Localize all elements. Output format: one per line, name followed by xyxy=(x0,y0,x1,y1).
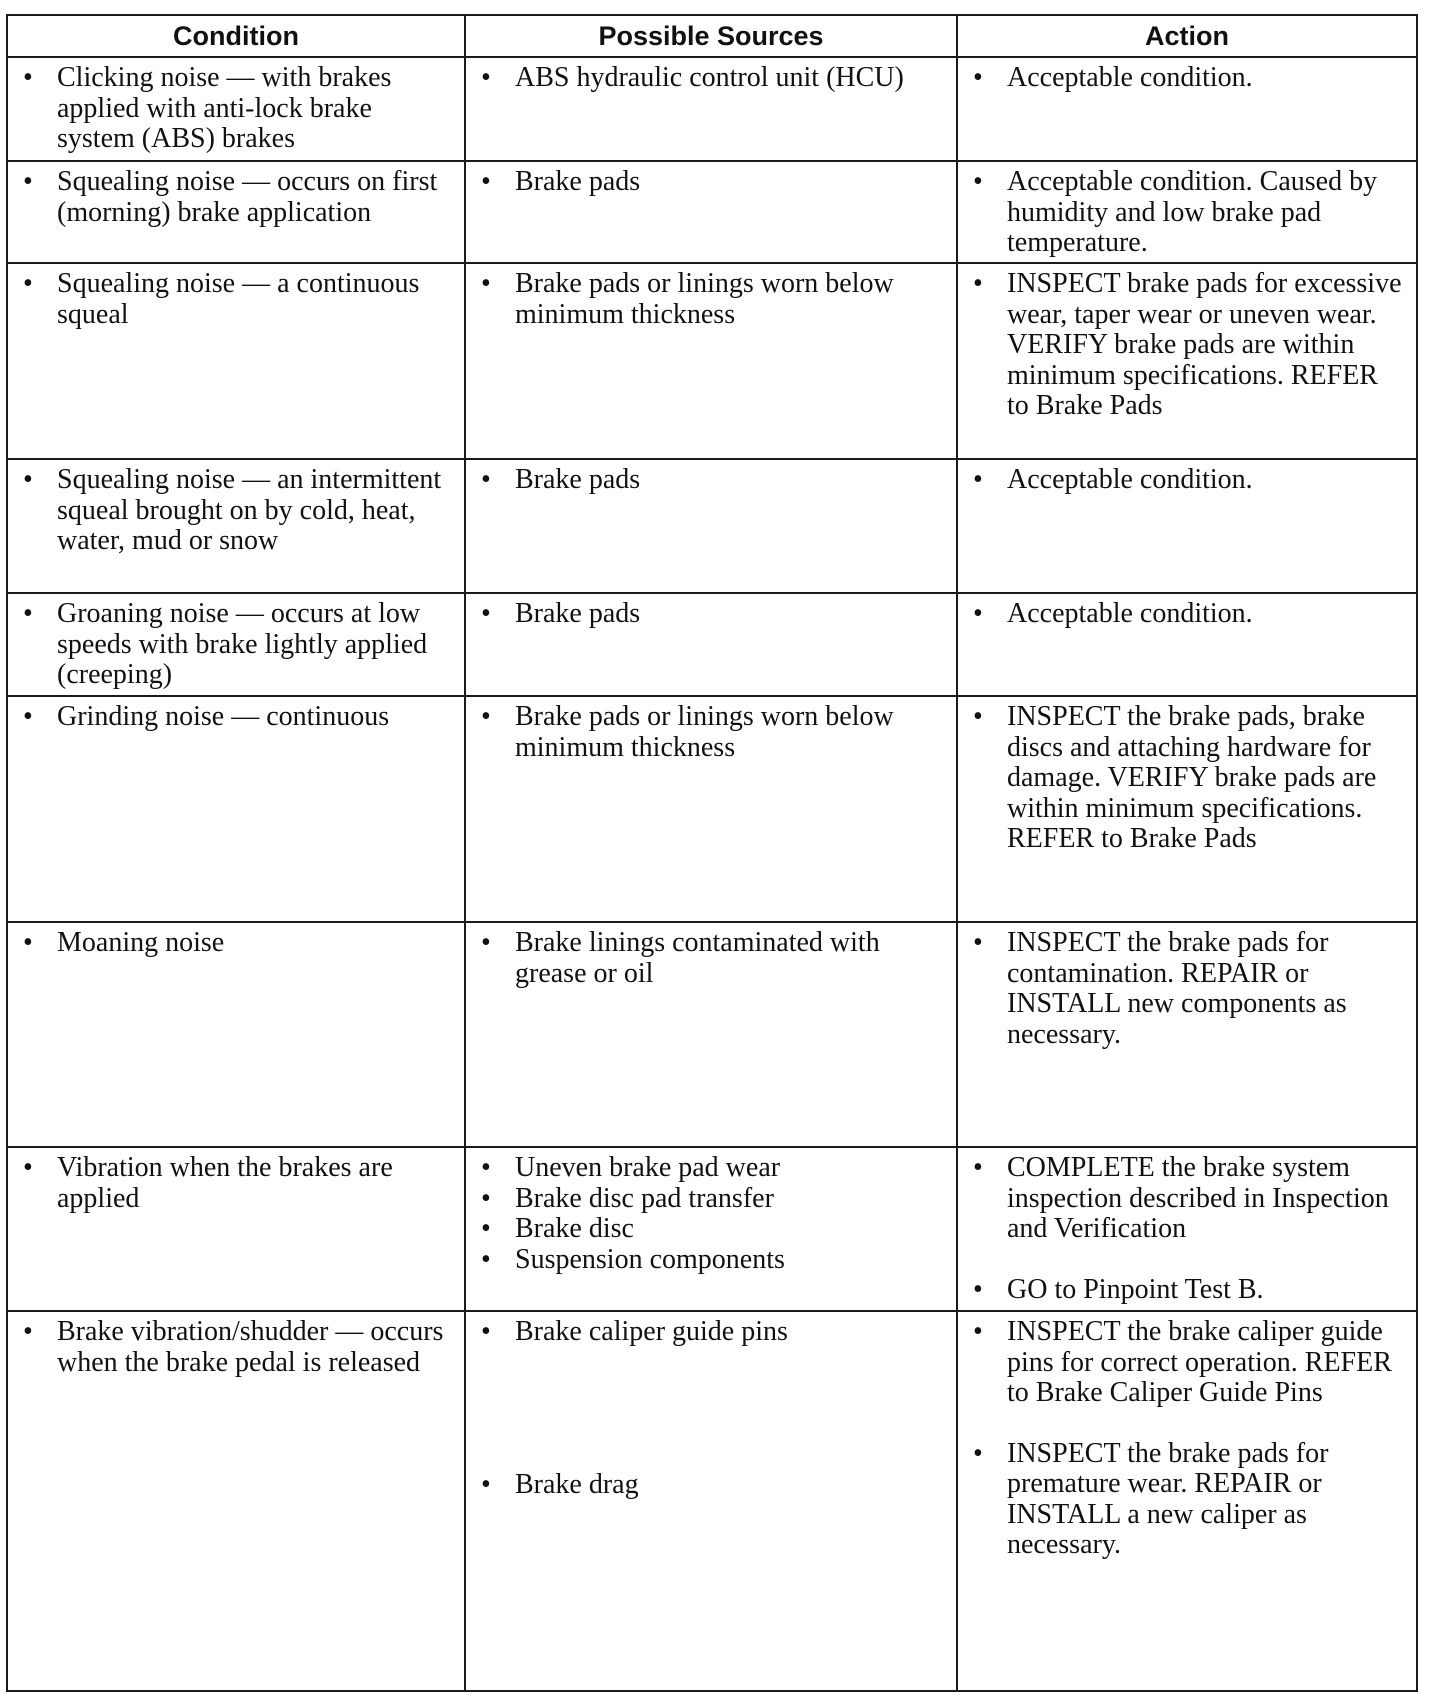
bullet-item xyxy=(970,1439,1404,1561)
condition-text: Squealing noise — a continuous squeal xyxy=(57,268,420,330)
header-condition: Condition xyxy=(7,15,465,57)
bullet-icon: • xyxy=(23,1152,33,1183)
bullet-item xyxy=(478,599,944,630)
bullet-icon: • xyxy=(23,701,33,732)
bullet-item xyxy=(20,1153,452,1214)
bullet-icon: • xyxy=(481,166,491,197)
action-cell xyxy=(957,1147,1417,1311)
bullet-item xyxy=(970,1317,1404,1409)
bullet-icon: • xyxy=(481,1316,491,1347)
bullet-item xyxy=(20,167,452,228)
bullet-icon: • xyxy=(973,464,983,495)
bullet-item xyxy=(970,465,1404,496)
condition-text: Grinding noise — continuous xyxy=(57,701,390,732)
source-text: Brake caliper guide pins xyxy=(515,1316,788,1347)
diagnosis-table xyxy=(6,14,1418,1692)
bullet-icon: • xyxy=(481,1182,491,1214)
action-text: COMPLETE the brake system inspection described in Inspection and Verification xyxy=(1007,1152,1389,1244)
action-cell xyxy=(957,696,1417,922)
bullet-icon: • xyxy=(973,1437,983,1469)
bullet-icon: • xyxy=(481,62,491,93)
source-text: Brake disc xyxy=(515,1213,634,1244)
bullet-icon: • xyxy=(973,166,983,197)
bullet-icon: • xyxy=(23,464,33,495)
sources-cell xyxy=(465,696,957,922)
bullet-icon: • xyxy=(481,1152,491,1183)
bullet-icon: • xyxy=(23,268,33,299)
bullet-item xyxy=(970,928,1404,1050)
action-text: GO to Pinpoint Test B. xyxy=(1007,1273,1264,1305)
bullet-icon: • xyxy=(481,464,491,495)
bullet-icon: • xyxy=(23,598,33,629)
source-text: ABS hydraulic control unit (HCU) xyxy=(515,62,904,93)
condition-text: Squealing noise — occurs on first (morning) brake application xyxy=(57,166,438,228)
action-text: Acceptable condition. xyxy=(1007,598,1253,629)
table-row xyxy=(7,696,1417,922)
bullet-item xyxy=(970,63,1404,94)
bullet-item xyxy=(478,1214,944,1245)
sources-cell xyxy=(465,57,957,161)
action-cell xyxy=(957,922,1417,1147)
bullet-item xyxy=(20,269,452,330)
condition-text: Moaning noise xyxy=(57,927,225,958)
bullet-item xyxy=(478,928,944,989)
condition-cell xyxy=(7,696,465,922)
action-cell xyxy=(957,57,1417,161)
bullet-item xyxy=(20,63,452,155)
bullet-item xyxy=(478,1153,944,1184)
bullet-item xyxy=(970,167,1404,259)
bullet-icon: • xyxy=(973,1273,983,1305)
action-text: INSPECT the brake pads for premature wear. REPAIR or INSTALL a new caliper as necessary. xyxy=(1007,1437,1329,1560)
header-row xyxy=(7,15,1417,57)
header-possible-sources: Possible Sources xyxy=(465,15,957,57)
bullet-item xyxy=(20,702,452,733)
action-text: INSPECT the brake pads for contamination. REPAIR or INSTALL new components as necessary. xyxy=(1007,927,1347,1050)
source-text: Brake pads xyxy=(515,166,641,197)
bullet-item xyxy=(20,928,452,959)
source-text: Brake pads or linings worn below minimum thickness xyxy=(515,701,894,763)
condition-text: Clicking noise — with brakes applied with anti-lock brake system (ABS) brakes xyxy=(57,62,392,154)
condition-text: Squealing noise — an intermittent squeal brought on by cold, heat, water, mud or snow xyxy=(57,464,442,556)
action-text: INSPECT the brake caliper guide pins for correct operation. REFER to Brake Caliper Guide Pins xyxy=(1007,1316,1392,1408)
sources-cell xyxy=(465,1311,957,1691)
bullet-item xyxy=(970,1275,1404,1306)
table-row xyxy=(7,459,1417,593)
table-row xyxy=(7,263,1417,459)
action-cell xyxy=(957,459,1417,593)
condition-text: Brake vibration/shudder — occurs when the brake pedal is released xyxy=(57,1316,444,1378)
action-cell xyxy=(957,263,1417,459)
bullet-icon: • xyxy=(23,166,33,197)
bullet-item xyxy=(970,269,1404,422)
bullet-icon: • xyxy=(481,598,491,629)
bullet-icon: • xyxy=(973,701,983,732)
action-text: Acceptable condition. xyxy=(1007,464,1253,495)
bullet-icon: • xyxy=(23,62,33,93)
source-text: Brake pads or linings worn below minimum thickness xyxy=(515,268,894,330)
action-text: Acceptable condition. Caused by humidity and low brake pad temperature. xyxy=(1007,166,1378,258)
sources-cell xyxy=(465,593,957,696)
condition-cell xyxy=(7,593,465,696)
condition-text: Groaning noise — occurs at low speeds with brake lightly applied (creeping) xyxy=(57,598,428,690)
condition-cell xyxy=(7,1311,465,1691)
table-row xyxy=(7,161,1417,263)
bullet-item xyxy=(20,599,452,691)
condition-cell xyxy=(7,57,465,161)
action-cell xyxy=(957,593,1417,696)
condition-cell xyxy=(7,459,465,593)
bullet-icon: • xyxy=(481,701,491,732)
bullet-item xyxy=(478,167,944,198)
bullet-icon: • xyxy=(23,927,33,958)
bullet-item xyxy=(478,63,944,94)
header-action: Action xyxy=(957,15,1417,57)
bullet-item xyxy=(478,269,944,330)
bullet-item xyxy=(478,465,944,496)
bullet-item xyxy=(478,1470,944,1501)
bullet-item xyxy=(478,1245,944,1276)
bullet-item xyxy=(970,702,1404,855)
table-row xyxy=(7,593,1417,696)
table-row xyxy=(7,57,1417,161)
action-text: Acceptable condition. xyxy=(1007,62,1253,93)
source-text: Brake linings contaminated with grease or oil xyxy=(515,927,880,989)
bullet-icon: • xyxy=(973,268,983,299)
action-text: INSPECT the brake pads, brake discs and attaching hardware for damage. VERIFY brake pads are within minimum specifications. REFER to Brake Pads xyxy=(1007,701,1377,854)
bullet-icon: • xyxy=(481,927,491,958)
bullet-icon: • xyxy=(973,927,983,958)
bullet-item xyxy=(478,1184,944,1215)
bullet-icon: • xyxy=(23,1316,33,1347)
bullet-icon: • xyxy=(481,1468,491,1500)
bullet-item xyxy=(20,465,452,557)
sources-cell xyxy=(465,161,957,263)
condition-cell xyxy=(7,1147,465,1311)
action-cell xyxy=(957,1311,1417,1691)
condition-cell xyxy=(7,161,465,263)
condition-text: Vibration when the brakes are applied xyxy=(57,1152,393,1214)
sources-cell xyxy=(465,459,957,593)
source-text: Brake pads xyxy=(515,464,641,495)
source-text: Brake drag xyxy=(515,1468,639,1500)
source-text: Brake disc pad transfer xyxy=(515,1182,774,1214)
bullet-item xyxy=(970,1153,1404,1245)
bullet-icon: • xyxy=(481,268,491,299)
condition-cell xyxy=(7,263,465,459)
action-cell xyxy=(957,161,1417,263)
bullet-icon: • xyxy=(973,1152,983,1183)
bullet-item xyxy=(970,599,1404,630)
table-row xyxy=(7,1147,1417,1311)
sources-cell xyxy=(465,1147,957,1311)
bullet-icon: • xyxy=(973,1316,983,1347)
source-text: Suspension components xyxy=(515,1243,785,1275)
action-text: INSPECT brake pads for excessive wear, taper wear or uneven wear. VERIFY brake pads are within minimum specifications. REFER to Brake Pads xyxy=(1007,268,1402,421)
condition-cell xyxy=(7,922,465,1147)
bullet-icon: • xyxy=(481,1243,491,1275)
table-row xyxy=(7,1311,1417,1691)
source-text: Brake pads xyxy=(515,598,641,629)
sources-cell xyxy=(465,922,957,1147)
bullet-item xyxy=(20,1317,452,1378)
bullet-item xyxy=(478,702,944,763)
table-row xyxy=(7,922,1417,1147)
bullet-icon: • xyxy=(973,598,983,629)
source-text: Uneven brake pad wear xyxy=(515,1152,781,1183)
bullet-icon: • xyxy=(481,1213,491,1244)
bullet-icon: • xyxy=(973,62,983,93)
sources-cell xyxy=(465,263,957,459)
bullet-item xyxy=(478,1317,944,1348)
